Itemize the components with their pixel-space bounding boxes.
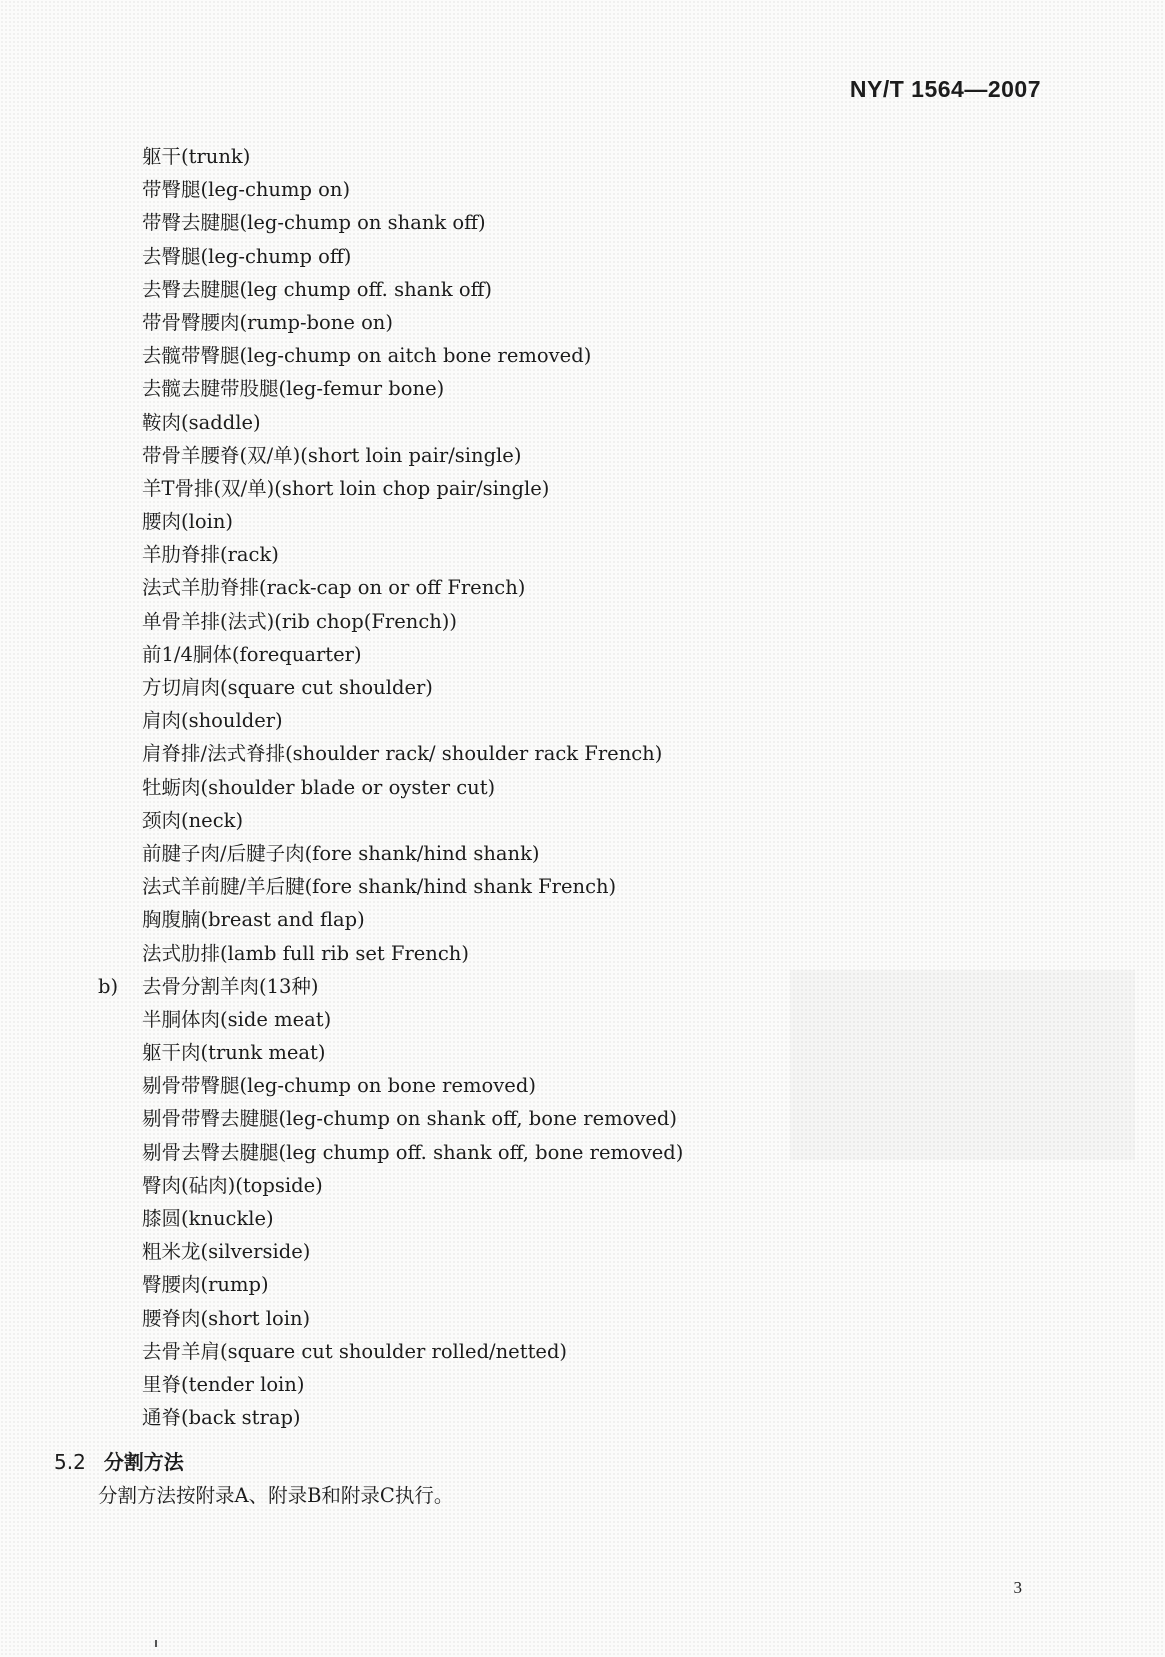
cut-item: 牡蛎肉(shoulder blade or oyster cut): [142, 775, 496, 799]
scan-shading: [790, 970, 1135, 1160]
boneless-cut-item: 通脊(back strap): [142, 1406, 301, 1430]
boneless-cut-item: 腰脊肉(short loin): [142, 1306, 311, 1330]
cut-list: [98, 140, 684, 1434]
cut-item: 单骨羊排(法式)(rib chop(French)): [142, 609, 458, 633]
cut-item: 前1/4胴体(forequarter): [142, 642, 362, 666]
section-title: 分割方法: [103, 1450, 184, 1474]
cut-item: 去臀去腱腿(leg chump off. shank off): [142, 277, 493, 301]
cut-item: 法式羊前腱/羊后腱(fore shank/hind shank French): [142, 875, 617, 899]
cut-item: 腰肉(loin): [142, 510, 233, 534]
boneless-cut-item: 臀腰肉(rump): [142, 1273, 269, 1297]
cut-item: 去臀腿(leg-chump off): [142, 244, 352, 268]
cut-item: 去髋带臀腿(leg-chump on aitch bone removed): [142, 344, 592, 368]
cut-item: 肩脊排/法式脊排(shoulder rack/ shoulder rack French): [142, 742, 663, 766]
cut-item: 带骨羊腰脊(双/单)(short loin pair/single): [142, 443, 522, 467]
cut-item: 带臀腿(leg-chump on): [142, 178, 351, 202]
cut-item: 法式肋排(lamb full rib set French): [142, 941, 469, 965]
boneless-cut-item: 臀肉(砧肉)(topside): [142, 1173, 323, 1197]
boneless-cut-item: 半胴体肉(side meat): [142, 1007, 332, 1031]
cut-item: 躯干(trunk): [142, 145, 251, 168]
scan-speck: [155, 1640, 157, 1647]
cut-item: 羊肋脊排(rack): [142, 543, 279, 567]
document-code: NY/T 1564—2007: [849, 76, 1041, 102]
boneless-cut-item: 剔骨去臀去腱腿(leg chump off. shank off, bone removed): [142, 1140, 684, 1164]
boneless-cut-item: 膝圆(knuckle): [142, 1207, 274, 1230]
cut-item: 鞍肉(saddle): [142, 410, 261, 434]
section-heading: [54, 1446, 184, 1475]
section-body: 分割方法按附录A、附录B和附录C执行。: [98, 1484, 454, 1507]
cut-item: 肩肉(shoulder): [142, 709, 283, 733]
list-marker-b: b): [98, 974, 119, 998]
cut-item: 法式羊肋脊排(rack-cap on or off French): [142, 576, 526, 600]
cut-item: 去髋去腱带股腿(leg-femur bone): [142, 377, 445, 401]
cut-item: 前腱子肉/后腱子肉(fore shank/hind shank): [142, 841, 540, 865]
cut-item: 方切肩肉(square cut shoulder): [142, 676, 433, 699]
cut-item: 颈肉(neck): [142, 808, 244, 832]
cut-item: 胸腹腩(breast and flap): [142, 908, 365, 932]
boneless-cut-item: 粗米龙(silverside): [142, 1240, 311, 1264]
cut-item: 带骨臀腰肉(rump-bone on): [142, 310, 393, 334]
group-b-heading: [98, 970, 683, 1003]
boneless-cut-item: 里脊(tender loin): [142, 1372, 305, 1396]
cut-item: 羊T骨排(双/单)(short loin chop pair/single): [142, 476, 550, 500]
group-b-title: 去骨分割羊肉(13种): [142, 974, 319, 998]
boneless-cut-item: 剔骨带臀去腱腿(leg-chump on shank off, bone removed): [142, 1107, 677, 1131]
boneless-cut-item: 躯干肉(trunk meat): [142, 1041, 326, 1065]
section-number: 5.2: [54, 1450, 86, 1474]
boneless-cut-item: 去骨羊肩(square cut shoulder rolled/netted): [142, 1339, 568, 1363]
boneless-cut-item: 剔骨带臀腿(leg-chump on bone removed): [142, 1074, 536, 1098]
cut-item: 带臀去腱腿(leg-chump on shank off): [142, 211, 486, 235]
page-number: 3: [1013, 1578, 1022, 1597]
